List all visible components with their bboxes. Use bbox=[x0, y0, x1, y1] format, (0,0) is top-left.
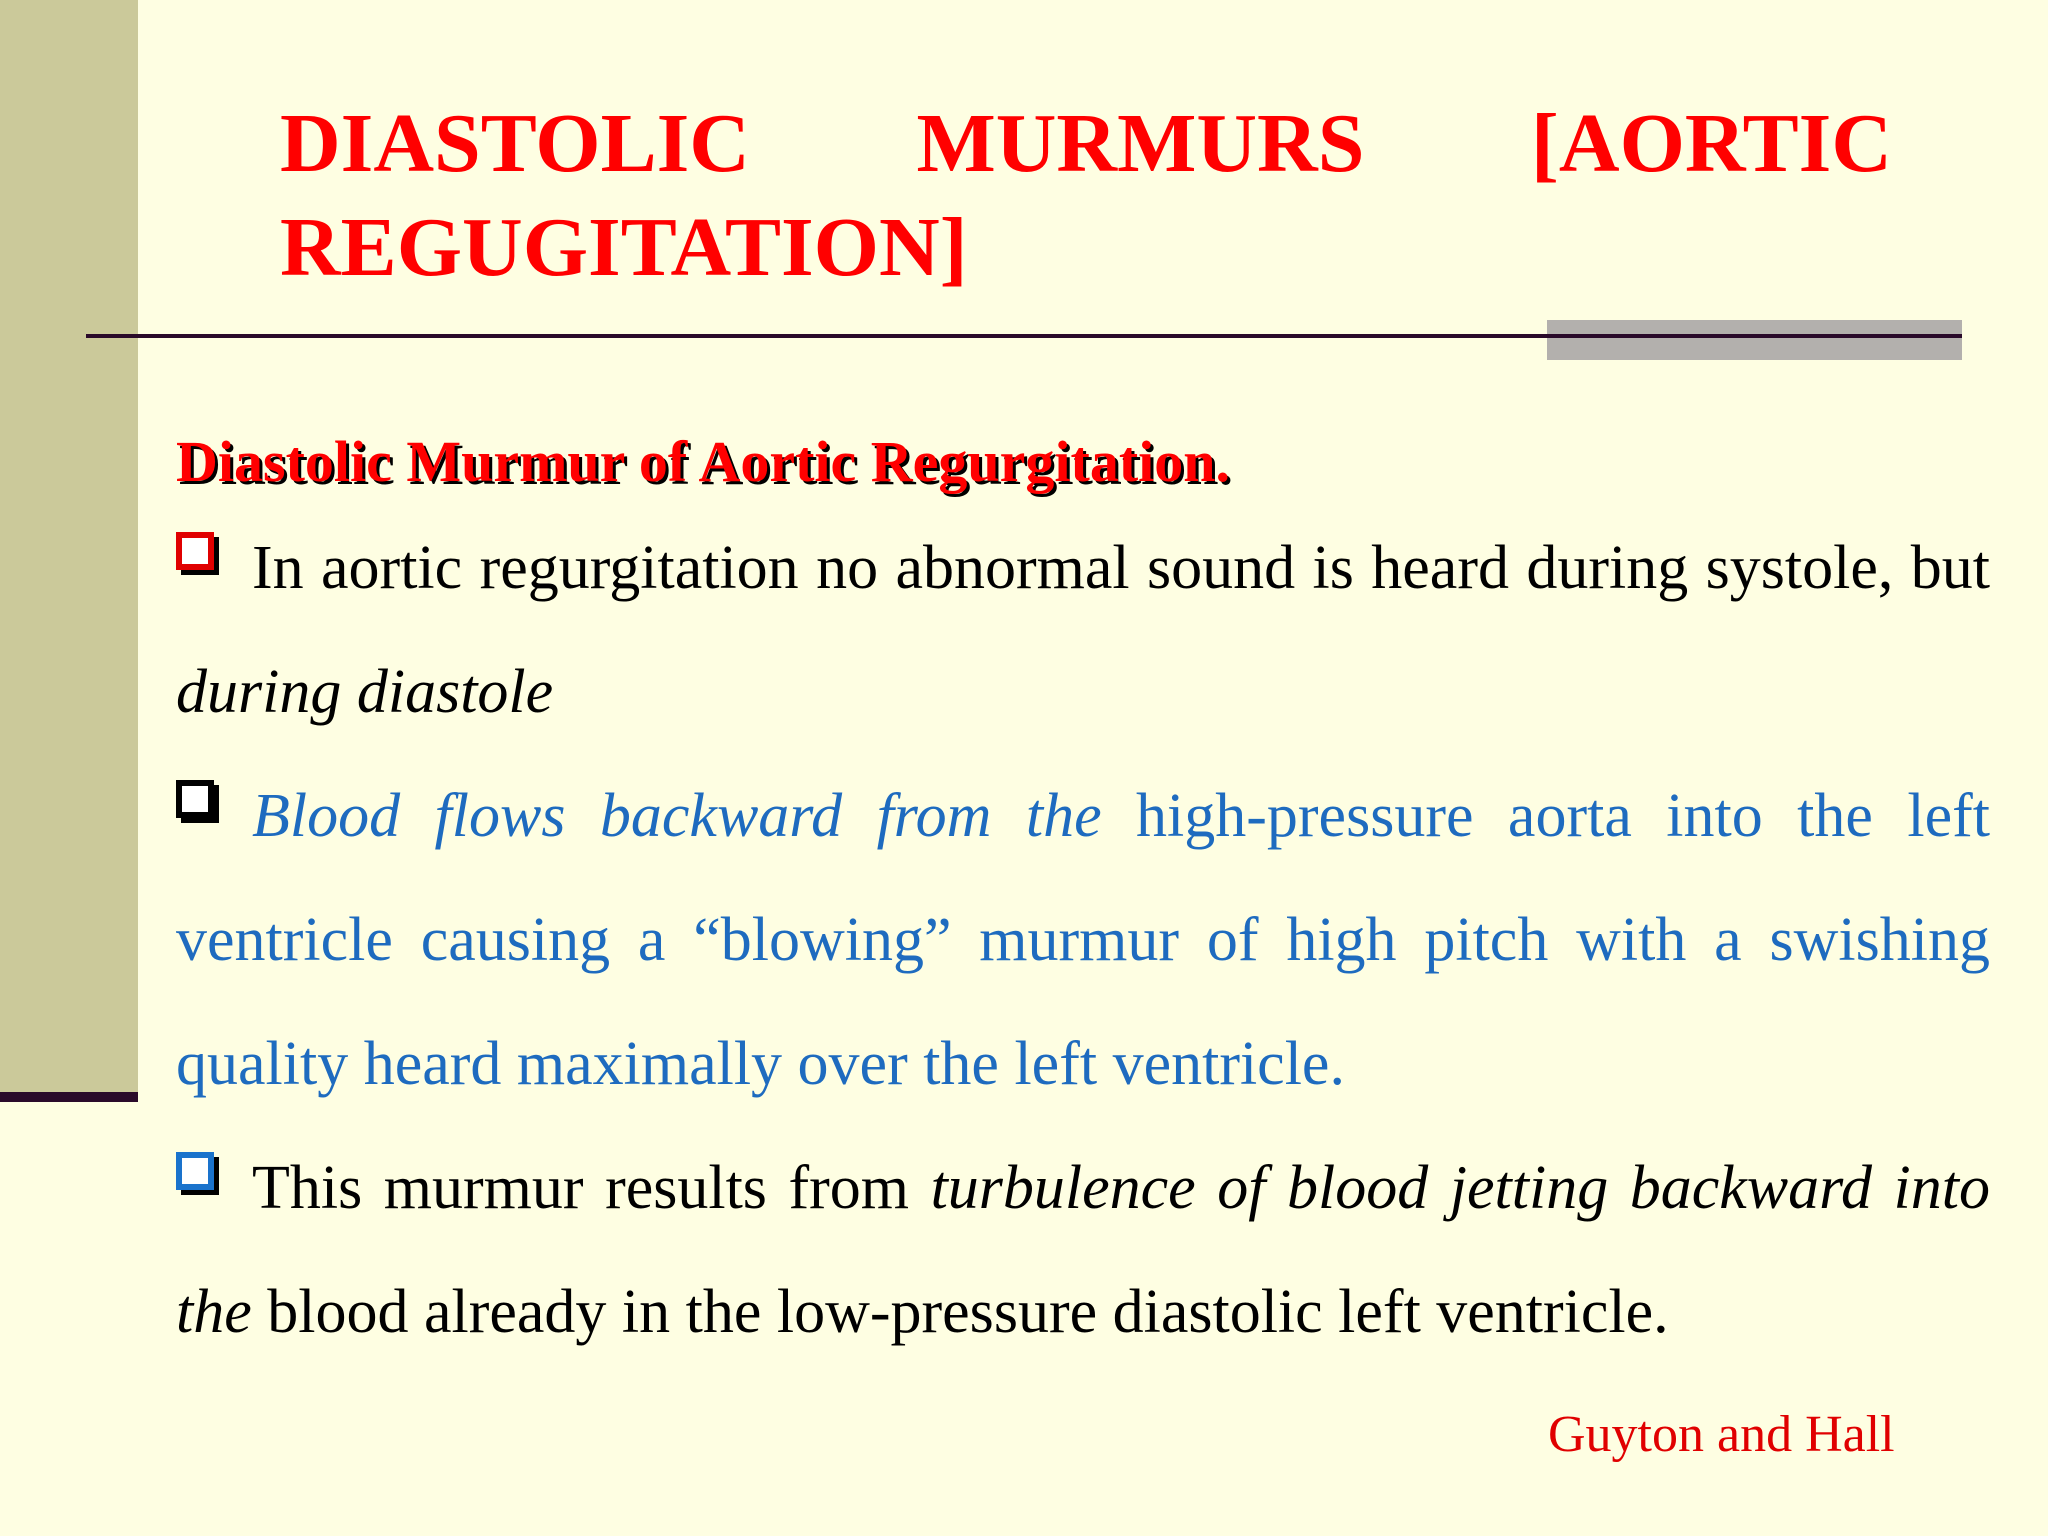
bullet-1-text: In aortic regurgitation no abnormal sound is heard during systole, but bbox=[252, 534, 1990, 602]
bullet-2-text: high-pressure aorta into the left ventricle causing a “blowing” murmur of high pitch with a swishing quality heard maximally over the left ventricle. bbox=[176, 782, 1990, 1098]
bullet-item-2 bbox=[176, 754, 1990, 1126]
bullet-item-3 bbox=[176, 1126, 1990, 1374]
citation: Guyton and Hall bbox=[1548, 1406, 1895, 1463]
left-decorative-band bbox=[0, 0, 138, 1096]
bullet-3-italic-text: turbulence of blood jetting backward into the bbox=[176, 1154, 1990, 1346]
header-accent-bar bbox=[1547, 320, 1962, 360]
slide-content bbox=[176, 418, 1990, 1374]
black-checkbox-icon bbox=[176, 780, 214, 818]
blue-checkbox-icon bbox=[176, 1152, 214, 1190]
bullet-3-text-end: blood already in the low-pressure diastolic left ventricle. bbox=[251, 1278, 1669, 1346]
slide-subtitle: Diastolic Murmur of Aortic Regurgitation. bbox=[176, 429, 1231, 494]
bullet-item-1 bbox=[176, 506, 1990, 754]
left-band-divider bbox=[0, 1092, 138, 1102]
slide-title: DIASTOLIC MURMURS [AORTIC REGUGITATION] bbox=[280, 97, 1892, 294]
header-accent-rule bbox=[1547, 334, 1962, 338]
red-checkbox-icon bbox=[176, 532, 214, 570]
bullet-2-italic-text: Blood flows backward from the bbox=[252, 782, 1102, 850]
bullet-1-italic-text: during diastole bbox=[176, 658, 554, 726]
bullet-3-text: This murmur results from bbox=[252, 1154, 931, 1222]
